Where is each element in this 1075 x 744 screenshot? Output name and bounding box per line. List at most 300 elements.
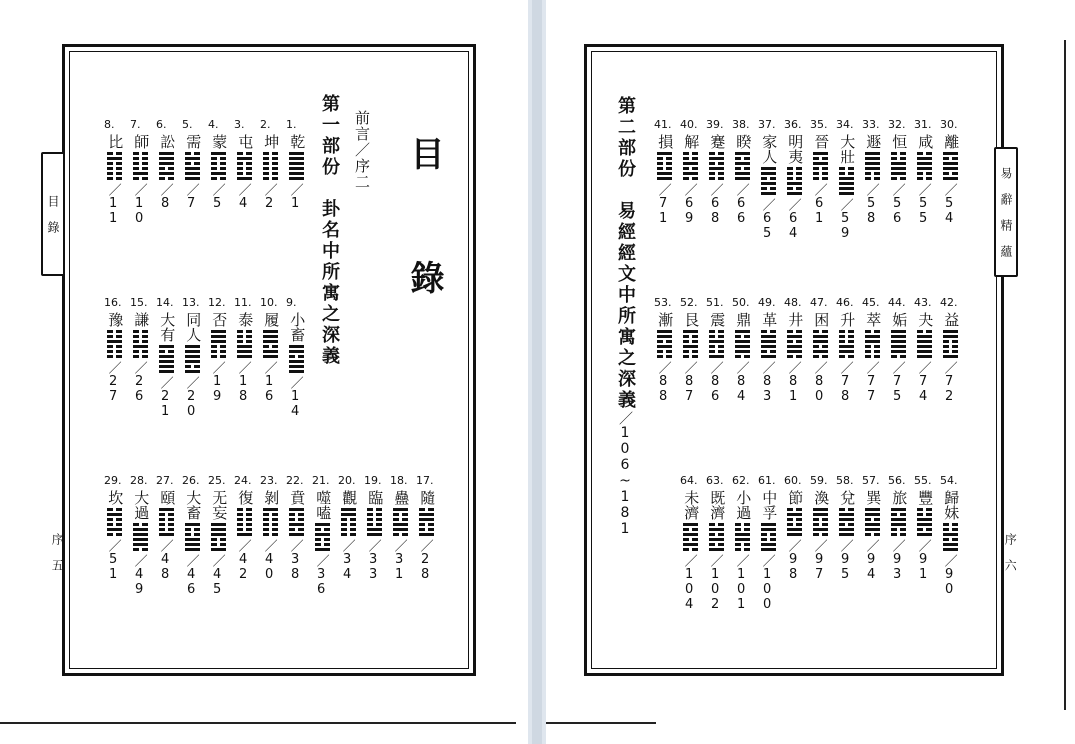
entry-hexagram-name: 豫: [106, 312, 125, 328]
yang-line: [917, 350, 932, 353]
yin-line: [185, 533, 200, 536]
toc-entry: [760, 296, 782, 404]
yang-line: [133, 543, 148, 546]
yang-line: [839, 177, 854, 180]
yin-line: [107, 335, 122, 338]
yin-line: [211, 162, 226, 165]
yin-line: [735, 548, 750, 551]
yin-line: [943, 157, 958, 160]
entry-number: 9.: [286, 296, 297, 309]
toc-entry: [106, 118, 128, 226]
yang-line: [289, 370, 304, 373]
hexagram-symbol-icon: [917, 508, 932, 536]
yang-line: [185, 350, 200, 353]
yang-line: [159, 365, 174, 368]
yin-line: [211, 167, 226, 170]
hexagram-symbol-icon: [185, 523, 200, 551]
yin-line: [683, 152, 698, 155]
yang-line: [839, 518, 854, 521]
entry-page-number: ／81: [785, 361, 801, 405]
yang-line: [211, 335, 226, 338]
entry-hexagram-name: 小畜: [288, 312, 307, 343]
entry-hexagram-name: 蒙: [210, 134, 229, 150]
yang-line: [917, 340, 932, 343]
yin-line: [341, 523, 356, 526]
yin-line: [943, 350, 958, 353]
yang-line: [289, 533, 304, 536]
yang-line: [367, 528, 382, 531]
entry-number: 49.: [758, 296, 776, 309]
entry-number: 17.: [416, 474, 434, 487]
entry-page-number: ／16: [261, 361, 277, 405]
yin-line: [891, 355, 906, 358]
entry-page-number: ／42: [235, 539, 251, 583]
yin-line: [237, 523, 252, 526]
yang-line: [185, 172, 200, 175]
yin-line: [813, 345, 828, 348]
yin-line: [107, 350, 122, 353]
yin-line: [839, 523, 854, 526]
hexagram-symbol-icon: [761, 167, 776, 195]
yang-line: [185, 177, 200, 180]
toc-entry: [132, 118, 154, 226]
entry-hexagram-name: 謙: [132, 312, 151, 328]
yin-line: [159, 167, 174, 170]
yin-line: [263, 528, 278, 531]
yang-line: [289, 172, 304, 175]
yin-line: [263, 533, 278, 536]
yin-line: [787, 187, 802, 190]
yin-line: [341, 518, 356, 521]
entry-hexagram-name: 觀: [340, 490, 359, 506]
yang-line: [787, 335, 802, 338]
toc-entry: [890, 118, 912, 226]
toc-entry: [812, 118, 834, 226]
entry-page-number: ／66: [733, 183, 749, 227]
yang-line: [657, 177, 672, 180]
yin-line: [865, 345, 880, 348]
hexagram-symbol-icon: [211, 523, 226, 551]
entry-page-number: ／65: [759, 198, 775, 242]
yin-line: [943, 340, 958, 343]
yin-line: [709, 177, 724, 180]
yang-line: [683, 533, 698, 536]
yin-line: [159, 528, 174, 531]
entry-number: 10.: [260, 296, 278, 309]
yin-line: [709, 152, 724, 155]
yang-line: [159, 345, 174, 348]
entry-hexagram-name: 夬: [916, 312, 935, 328]
entry-number: 56.: [888, 474, 906, 487]
entry-hexagram-name: 需: [184, 134, 203, 150]
entry-page-number: ／75: [889, 361, 905, 405]
entry-number: 43.: [914, 296, 932, 309]
yang-line: [211, 152, 226, 155]
yin-line: [211, 157, 226, 160]
yin-line: [865, 350, 880, 353]
entry-page-number: ／88: [655, 361, 671, 405]
yin-line: [107, 152, 122, 155]
yin-line: [735, 528, 750, 531]
entry-number: 31.: [914, 118, 932, 131]
yin-line: [735, 523, 750, 526]
yang-line: [891, 330, 906, 333]
yin-line: [709, 523, 724, 526]
yang-line: [917, 335, 932, 338]
hexagram-symbol-icon: [839, 330, 854, 358]
yin-line: [865, 533, 880, 536]
yin-line: [107, 355, 122, 358]
right-page: [546, 0, 1075, 744]
entry-number: 38.: [732, 118, 750, 131]
yin-line: [159, 523, 174, 526]
yang-line: [709, 548, 724, 551]
yin-line: [787, 330, 802, 333]
toc-entry: [392, 474, 414, 582]
toc-entry: [942, 118, 964, 226]
entry-page-number: ／100: [759, 554, 775, 613]
yang-line: [211, 548, 226, 551]
yin-line: [787, 518, 802, 521]
entry-page-number: ／20: [183, 376, 199, 420]
yang-line: [709, 340, 724, 343]
yang-line: [943, 177, 958, 180]
yang-line: [813, 152, 828, 155]
entry-number: 21.: [312, 474, 330, 487]
yin-line: [709, 335, 724, 338]
entry-page-number: ／68: [707, 183, 723, 227]
yang-line: [185, 523, 200, 526]
yang-line: [709, 355, 724, 358]
yin-line: [943, 523, 958, 526]
yin-line: [865, 355, 880, 358]
toc-entry: [942, 296, 964, 404]
yin-line: [761, 350, 776, 353]
yin-line: [341, 528, 356, 531]
toc-entry: [864, 474, 886, 582]
yin-line: [263, 172, 278, 175]
entry-number: 58.: [836, 474, 854, 487]
entry-hexagram-name: 既濟: [708, 490, 727, 521]
toc-entry: [288, 474, 310, 582]
yin-line: [761, 330, 776, 333]
yang-line: [943, 167, 958, 170]
entry-hexagram-name: 震: [708, 312, 727, 328]
hexagram-symbol-icon: [185, 152, 200, 180]
entry-page-number: ／4: [235, 183, 251, 212]
yang-line: [787, 513, 802, 516]
yang-line: [709, 538, 724, 541]
hexagram-symbol-icon: [813, 330, 828, 358]
entry-page-number: ／98: [785, 539, 801, 583]
hexagram-symbol-icon: [393, 508, 408, 536]
entry-page-number: ／90: [941, 554, 957, 598]
yang-line: [263, 335, 278, 338]
yang-line: [657, 330, 672, 333]
yin-line: [237, 330, 252, 333]
yin-line: [237, 335, 252, 338]
entry-number: 6.: [156, 118, 167, 131]
hexagram-symbol-icon: [107, 330, 122, 358]
yang-line: [917, 157, 932, 160]
yang-line: [709, 167, 724, 170]
yin-line: [185, 365, 200, 368]
yin-line: [263, 162, 278, 165]
yin-line: [683, 340, 698, 343]
entry-page-number: ／56: [889, 183, 905, 227]
entry-page-number: ／87: [681, 361, 697, 405]
yin-line: [657, 162, 672, 165]
yin-line: [263, 152, 278, 155]
entry-number: 28.: [130, 474, 148, 487]
yin-line: [237, 172, 252, 175]
yang-line: [787, 182, 802, 185]
yang-line: [263, 340, 278, 343]
yang-line: [865, 167, 880, 170]
yang-line: [211, 330, 226, 333]
yang-line: [709, 157, 724, 160]
yang-line: [813, 335, 828, 338]
yang-line: [211, 528, 226, 531]
entry-number: 42.: [940, 296, 958, 309]
yin-line: [683, 355, 698, 358]
entry-hexagram-name: 益: [942, 312, 961, 328]
yang-line: [813, 340, 828, 343]
yin-line: [133, 152, 148, 155]
yang-line: [159, 355, 174, 358]
entry-number: 55.: [914, 474, 932, 487]
toc-entry: [682, 474, 704, 612]
toc-entry: [210, 118, 232, 211]
hexagram-symbol-icon: [237, 508, 252, 536]
yang-line: [813, 528, 828, 531]
hexagram-symbol-icon: [891, 330, 906, 358]
yin-line: [683, 167, 698, 170]
toc-entry: [106, 296, 128, 404]
yin-line: [787, 508, 802, 511]
toc-entry: [864, 118, 886, 226]
yang-line: [185, 167, 200, 170]
entry-hexagram-name: 大畜: [184, 490, 203, 521]
entry-hexagram-name: 臨: [366, 490, 385, 506]
entry-number: 47.: [810, 296, 828, 309]
entry-hexagram-name: 无妄: [210, 490, 229, 521]
toc-entry: [760, 474, 782, 612]
yin-line: [107, 508, 122, 511]
entry-page-number: ／51: [105, 539, 121, 583]
yang-line: [159, 152, 174, 155]
hexagram-symbol-icon: [943, 152, 958, 180]
entry-page-number: ／18: [235, 361, 251, 405]
entry-number: 57.: [862, 474, 880, 487]
yin-line: [107, 177, 122, 180]
toc-entry: [734, 474, 756, 612]
hexagram-symbol-icon: [263, 330, 278, 358]
yin-line: [159, 513, 174, 516]
hexagram-symbol-icon: [133, 152, 148, 180]
yang-line: [761, 340, 776, 343]
toc-entry: [656, 296, 678, 404]
yin-line: [813, 518, 828, 521]
yin-line: [657, 157, 672, 160]
yang-line: [761, 335, 776, 338]
yin-line: [709, 543, 724, 546]
toc-entry: [236, 474, 258, 582]
yin-line: [159, 350, 174, 353]
yin-line: [133, 355, 148, 358]
yin-line: [419, 523, 434, 526]
yin-line: [133, 340, 148, 343]
preface-entry: 前言／序二: [353, 110, 371, 190]
yin-line: [761, 177, 776, 180]
toc-entry: [158, 296, 180, 419]
yang-line: [263, 350, 278, 353]
hexagram-symbol-icon: [735, 152, 750, 180]
entry-page-number: ／59: [837, 198, 853, 242]
hexagram-symbol-icon: [211, 152, 226, 180]
yang-line: [735, 345, 750, 348]
entry-number: 39.: [706, 118, 724, 131]
entry-page-number: ／95: [837, 539, 853, 583]
toc-entry: [708, 118, 730, 226]
yin-line: [683, 335, 698, 338]
yin-line: [761, 187, 776, 190]
entry-hexagram-name: 革: [760, 312, 779, 328]
yang-line: [289, 508, 304, 511]
toc-entry: [734, 118, 756, 226]
yin-line: [315, 538, 330, 541]
yang-line: [917, 523, 932, 526]
entry-hexagram-name: 大壯: [838, 134, 857, 165]
yin-line: [393, 513, 408, 516]
yang-line: [107, 340, 122, 343]
entry-hexagram-name: 蠱: [392, 490, 411, 506]
yin-line: [735, 157, 750, 160]
entry-hexagram-name: 頤: [158, 490, 177, 506]
yang-line: [419, 513, 434, 516]
entry-hexagram-name: 豐: [916, 490, 935, 506]
hexagram-symbol-icon: [917, 330, 932, 358]
yin-line: [839, 508, 854, 511]
yang-line: [107, 157, 122, 160]
yin-line: [683, 548, 698, 551]
yin-line: [813, 167, 828, 170]
yang-line: [185, 345, 200, 348]
right-side-tab: [994, 147, 1018, 277]
entry-page-number: ／31: [391, 539, 407, 583]
toc-entry: [236, 118, 258, 211]
yang-line: [185, 360, 200, 363]
entry-number: 3.: [234, 118, 245, 131]
entry-hexagram-name: 否: [210, 312, 229, 328]
yang-line: [133, 528, 148, 531]
yin-line: [839, 335, 854, 338]
hexagram-symbol-icon: [787, 330, 802, 358]
yang-line: [865, 152, 880, 155]
yang-line: [133, 538, 148, 541]
entry-page-number: ／72: [941, 361, 957, 405]
yang-line: [865, 523, 880, 526]
entry-page-number: ／28: [417, 539, 433, 583]
toc-entry: [682, 118, 704, 226]
entry-number: 8.: [104, 118, 115, 131]
yang-line: [891, 518, 906, 521]
yang-line: [839, 533, 854, 536]
hexagram-symbol-icon: [761, 523, 776, 551]
yang-line: [289, 162, 304, 165]
hexagram-symbol-icon: [813, 152, 828, 180]
yang-line: [657, 172, 672, 175]
entry-page-number: ／84: [733, 361, 749, 405]
entry-hexagram-name: 訟: [158, 134, 177, 150]
entry-page-number: ／10: [131, 183, 147, 227]
entry-page-number: ／2: [261, 183, 277, 212]
yang-line: [735, 177, 750, 180]
yang-line: [761, 543, 776, 546]
entry-hexagram-name: 剝: [262, 490, 281, 506]
yang-line: [839, 350, 854, 353]
yin-line: [263, 167, 278, 170]
yang-line: [865, 157, 880, 160]
toc-entry: [708, 474, 730, 612]
toc-entry: [418, 474, 440, 582]
yang-line: [683, 345, 698, 348]
yang-line: [289, 157, 304, 160]
toc-entry: [210, 474, 232, 597]
toc-entry: [158, 474, 180, 582]
entry-page-number: ／74: [915, 361, 931, 405]
yin-line: [133, 350, 148, 353]
yin-line: [133, 330, 148, 333]
hexagram-symbol-icon: [657, 152, 672, 180]
entry-hexagram-name: 噬嗑: [314, 490, 333, 521]
yang-line: [237, 355, 252, 358]
yang-line: [943, 543, 958, 546]
yang-line: [159, 360, 174, 363]
yang-line: [761, 167, 776, 170]
yin-line: [917, 177, 932, 180]
entry-page-number: ／78: [837, 361, 853, 405]
entry-hexagram-name: 恒: [890, 134, 909, 150]
entry-number: 51.: [706, 296, 724, 309]
toc-entry: [916, 296, 938, 404]
hexagram-symbol-icon: [133, 523, 148, 551]
entry-page-number: ／19: [209, 361, 225, 405]
yang-line: [683, 523, 698, 526]
hexagram-symbol-icon: [341, 508, 356, 536]
toc-entry: [288, 296, 310, 419]
bottom-rule-left: [0, 722, 516, 724]
yin-line: [211, 345, 226, 348]
yang-line: [185, 157, 200, 160]
toc-entry: [366, 474, 388, 582]
toc-entry: [708, 296, 730, 404]
toc-entry: [890, 296, 912, 404]
yin-line: [133, 523, 148, 526]
toc-entry: [262, 118, 284, 211]
yin-line: [865, 518, 880, 521]
toc-entry: [890, 474, 912, 582]
toc-entry: [682, 296, 704, 404]
hexagram-symbol-icon: [133, 330, 148, 358]
yang-line: [761, 345, 776, 348]
toc-entry: [786, 118, 808, 241]
yang-line: [263, 355, 278, 358]
entry-number: 40.: [680, 118, 698, 131]
hexagram-symbol-icon: [159, 508, 174, 536]
left-folio: 序 五: [50, 533, 65, 571]
yang-line: [735, 172, 750, 175]
